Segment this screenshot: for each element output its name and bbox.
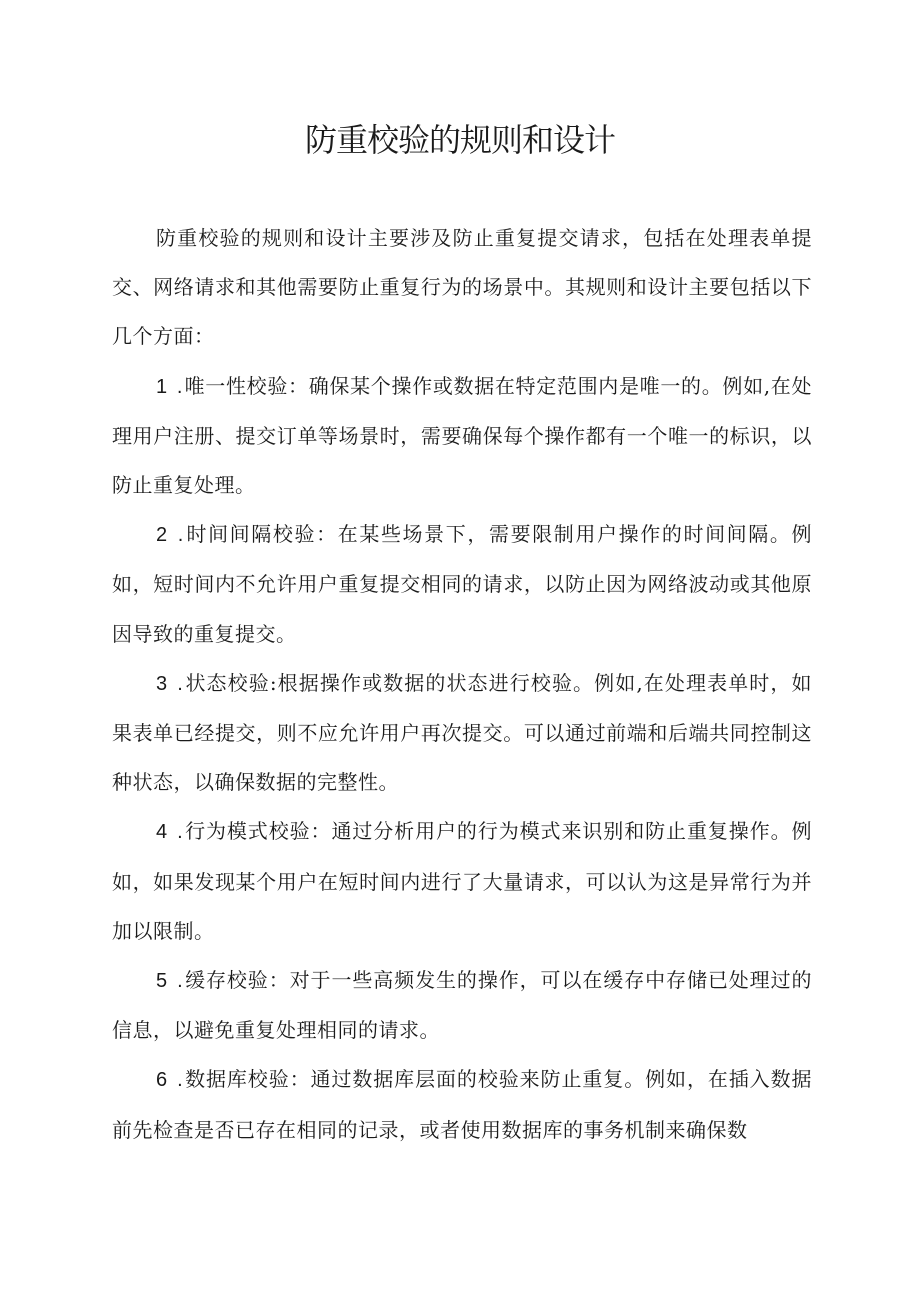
item-text: 唯一性校验：确保某个操作或数据在特定范围内是唯一的。例如,在处理用户注册、提交订单等场景时，需要确保每个操作都有一个唯一的标识，以防止重复处理。 <box>112 373 812 498</box>
item-text: 缓存校验：对于一些高频发生的操作，可以在缓存中存储已处理过的信息，以避免重复处理相同的请求。 <box>112 968 812 1043</box>
item-number: 4 . <box>156 821 185 844</box>
item-number: 1 . <box>156 375 185 398</box>
item-number: 5 . <box>156 970 185 993</box>
item-text: 数据库校验：通过数据库层面的校验来防止重复。例如，在插入数据前先检查是否已存在相同的记录，或者使用数据库的事务机制来确保数 <box>112 1067 812 1142</box>
list-item <box>112 807 812 956</box>
item-number: 3 . <box>156 672 185 695</box>
list-item <box>112 362 812 511</box>
document-title: 防重校验的规则和设计 <box>304 121 615 159</box>
list-item <box>112 510 812 659</box>
document-body <box>112 214 812 1155</box>
list-item <box>112 1055 812 1154</box>
item-text: 行为模式校验：通过分析用户的行为模式来识别和防止重复操作。例如，如果发现某个用户在短时间内进行了大量请求，可以认为这是异常行为并加以限制。 <box>112 819 812 943</box>
item-number: 2 . <box>156 524 186 547</box>
item-number: 6 . <box>156 1069 185 1092</box>
list-item <box>112 659 812 808</box>
intro-paragraph: 防重校验的规则和设计主要涉及防止重复提交请求，包括在处理表单提交、网络请求和其他需要防止重复行为的场景中。其规则和设计主要包括以下几个方面： <box>112 226 812 349</box>
item-text: 时间间隔校验：在某些场景下，需要限制用户操作的时间间隔。例如，短时间内不允许用户重复提交相同的请求，以防止因为网络波动或其他原因导致的重复提交。 <box>112 522 813 646</box>
item-text: 状态校验:根据操作或数据的状态进行校验。例如,在处理表单时，如果表单已经提交，则不应允许用户再次提交。可以通过前端和后端共同控制这种状态，以确保数据的完整性。 <box>112 670 812 795</box>
list-item <box>112 956 812 1055</box>
